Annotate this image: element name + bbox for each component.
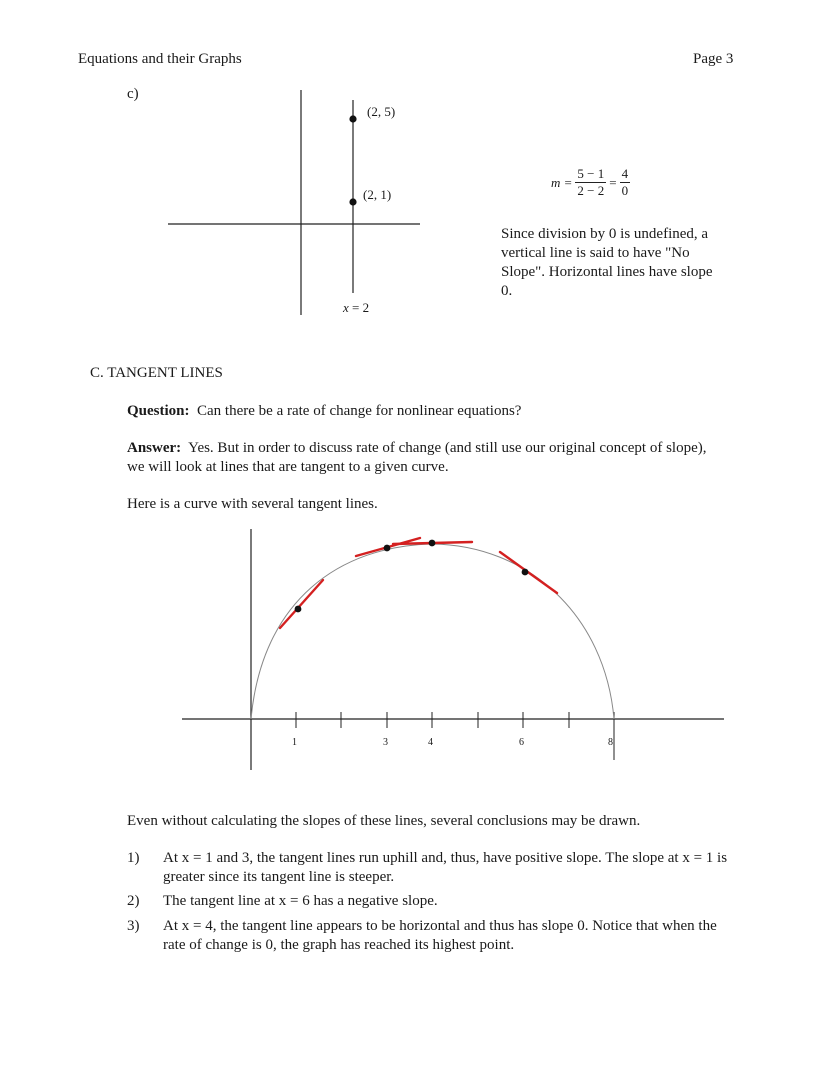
part-c-label: c): [127, 86, 139, 102]
point-label-2-5: (2, 5): [367, 104, 396, 119]
conclusion-1-number: 1): [127, 850, 140, 866]
tangent-x3: [356, 538, 420, 556]
page-number: Page 3: [693, 51, 734, 67]
conclusions-intro: Even without calculating the slopes of these lines, several conclusions may be drawn.: [127, 813, 641, 829]
header-title: Equations and their Graphs: [78, 51, 242, 67]
slope-equals: =: [609, 174, 617, 190]
slope-fraction-2: [620, 166, 631, 199]
curve: [251, 544, 614, 719]
tangent-point-x4: [429, 540, 436, 547]
tick-marks: [296, 712, 614, 760]
line-label-rest: = 2: [348, 300, 370, 315]
conclusion-2-number: 2): [127, 893, 140, 909]
slope-m: m =: [551, 174, 573, 190]
slope-den-2: 0: [621, 183, 629, 198]
point-2-1: [349, 198, 356, 205]
line-label: [343, 300, 369, 316]
tangent-points: [295, 540, 529, 613]
tangent-x6: [500, 552, 557, 593]
slope-num-1: 5 − 1: [577, 166, 605, 181]
tangent-point-x1: [295, 606, 302, 613]
answer-label: Answer:: [127, 440, 182, 456]
conclusion-3-number: 3): [127, 918, 140, 934]
conclusion-1-text: At x = 1 and 3, the tangent lines run uphill and, thus, have positive slope. The slope at x = 1 is greater since its tangent line is steeper.: [163, 850, 728, 885]
tangent-x4: [393, 542, 472, 544]
answer-text: Yes. But in order to discuss rate of change (and still use our original concept of slope), we will look at lines that are tangent to a given curve.: [127, 440, 707, 475]
tick-label-4: 4: [428, 737, 433, 748]
tangent-point-x6: [522, 569, 529, 576]
line-label-var: x: [343, 300, 349, 315]
section-title: C. TANGENT LINES: [90, 365, 223, 381]
answer: [127, 439, 727, 477]
question: [127, 402, 521, 421]
graph-intro: Here is a curve with several tangent lines.: [127, 496, 378, 512]
question-text: Can there be a rate of change for nonlinear equations?: [197, 403, 522, 419]
tick-label-1: 1: [292, 737, 297, 748]
tangent-point-x3: [384, 545, 391, 552]
question-label: Question:: [127, 403, 190, 419]
point-2-5: [349, 115, 356, 122]
tick-label-3: 3: [383, 737, 388, 748]
tick-label-6: 6: [519, 737, 524, 748]
slope-explanation: Since division by 0 is undefined, a vertical line is said to have "No Slope". Horizontal lines have slope 0.: [501, 226, 713, 299]
tangent-x1: [280, 580, 323, 628]
point-label-2-1: (2, 1): [363, 187, 392, 202]
slope-den-1: 2 − 2: [577, 183, 605, 198]
slope-num-2: 4: [621, 166, 629, 181]
tick-label-8: 8: [608, 737, 613, 748]
conclusion-2-text: The tangent line at x = 6 has a negative slope.: [163, 893, 438, 909]
conclusion-3-text: At x = 4, the tangent line appears to be horizontal and thus has slope 0. Notice that when the rate of change is 0, the graph has reached its highest point.: [163, 918, 717, 953]
slope-formula: [551, 166, 630, 199]
tangent-lines: [280, 538, 557, 628]
slope-fraction-1: [575, 166, 606, 199]
